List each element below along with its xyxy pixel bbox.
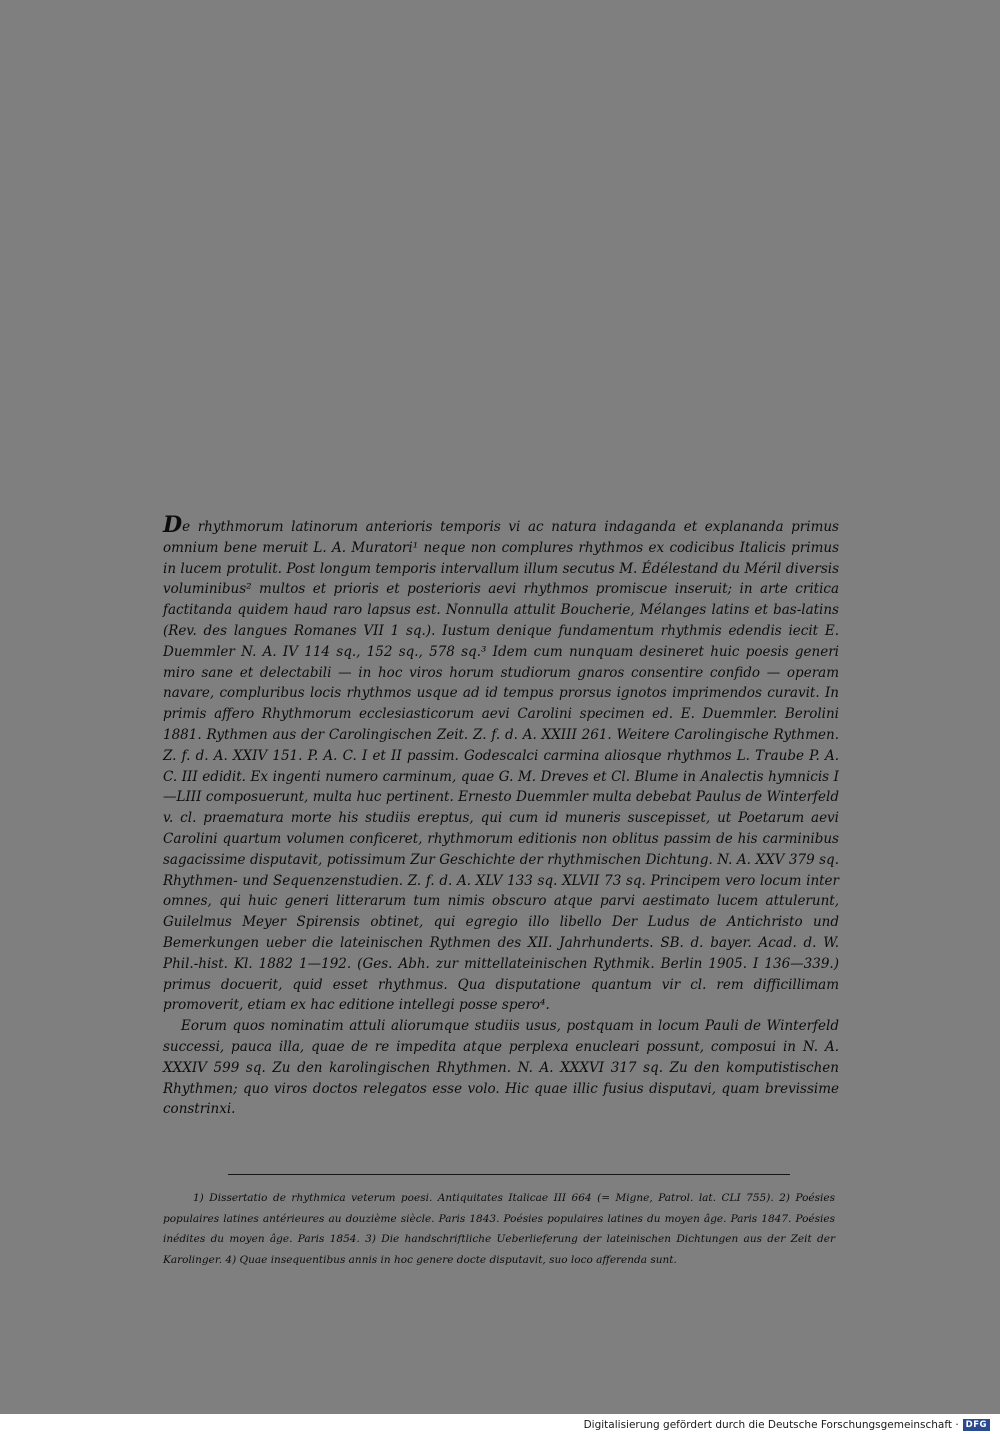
dropcap-initial: D [163,512,183,538]
footnotes [163,1188,835,1270]
paragraph-2: Eorum quos nominatim attuli aliorumque studiis usus, postquam in locum Pauli de Winterfeld successi, pauca illa, quae de re impedita atque perplexa enucleari possunt, composui in N. A. XXXIV 599 sq. Zu den karolingischen Rhythmen. N. A. XXXVI 317 sq. Zu den komputistischen Rhythmen; quo viros doctos relegatos esse volo. Hic quae illic fusius disputavi, quam brevissime constrinxi. [163,1018,839,1118]
funding-text: Digitalisierung gefördert durch die Deutsche Forschungsgemeinschaft · [583,1419,959,1431]
footnotes-text: 1) Dissertatio de rhythmica veterum poesi. Antiquitates Italicae III 664 (= Migne, Patrol. lat. CLI 755). 2) Poésies populaires latines antérieures au douzième siècle. Paris 1843. Poésies populaires latines du moyen âge. Paris 1847. Poésies inédites du moyen âge. Paris 1854. 3) Die handschriftliche Ueberlieferung der lateinischen Dichtungen aus der Zeit der Karolinger. 4) Quae insequentibus annis in hoc genere docte disputavit, suo loco afferenda sunt. [163,1192,835,1266]
funding-footer [584,1418,990,1432]
footnote-divider [228,1174,790,1175]
main-text [163,512,839,1120]
dfg-logo-icon: DFG [963,1419,990,1431]
paragraph-1-text: e rhythmorum latinorum anterioris temporis vi ac natura indaganda et explananda primus omnium bene meruit L. A. Muratori¹ neque non complures rhythmos ex codicibus Italicis primus in lucem protulit. Post longum temporis intervallum illum secutus M. Édélestand du Méril diversis voluminibus² multos et prioris et posterioris aevi rhythmos promiscue inseruit; in arte critica factitanda quidem haud raro lapsus est. Nonnulla attulit Boucherie, Mélanges latins et bas-latins (Rev. des langues Romanes VII 1 sq.). Iustum denique fundamentum rhythmis edendis iecit E. Duemmler N. A. IV 114 sq., 152 sq., 578 sq.³ Idem cum nunquam desineret huic poesis generi miro sane et delectabili — in hoc viros horum studiorum gnaros consentire confido — operam navare, compluribus locis rhythmos usque ad id tempus prorsus ignotos imprimendos curavit. In primis affero Rhythmorum ecclesiasticorum aevi Carolini specimen ed. E. Duemmler. Berolini 1881. Rythmen aus der Carolingischen Zeit. Z. f. d. A. XXIII 261. Weitere Carolingische Rythmen. Z. f. d. A. XXIV 151. P. A. C. I et II passim. Godescalci carmina aliosque rhythmos L. Traube P. A. C. III edidit. Ex ingenti numero carminum, quae G. M. Dreves et Cl. Blume in Analectis hymnicis I—LIII composuerunt, multa huc pertinent. Ernesto Duemmler multa debebat Paulus de Winterfeld v. cl. praematura morte his studiis ereptus, qui cum id muneris suscepisset, ut Poetarum aevi Carolini quartum volumen conficeret, rhythmorum editionis non oblitus passim de his carminibus sagacissime disputavit, potissimum Zur Geschichte der rhythmischen Dichtung. N. A. XXV 379 sq. Rhythmen- und Sequenzenstudien. Z. f. d. A. XLV 133 sq. XLVII 73 sq. Principem vero locum inter omnes, qui huic generi litterarum tum nimis obscuro atque parvi aestimato lucem attulerunt, Guilelmus Meyer Spirensis obtinet, qui egregio illo libello Der Ludus de Antichristo und Bemerkungen ueber die lateinischen Rythmen des XII. Jahrhunderts. SB. d. bayer. Acad. d. W. Phil.-hist. Kl. 1882 1—192. (Ges. Abh. zur mittellateinischen Rythmik. Berlin 1905. I 136—339.) primus docuerit, quid esset rhythmus. Qua disputatione quantum vir cl. rem difficillimam promoverit, etiam ex hac editione intellegi posse spero⁴. [163,519,839,1014]
paragraph-1 [163,512,839,1016]
